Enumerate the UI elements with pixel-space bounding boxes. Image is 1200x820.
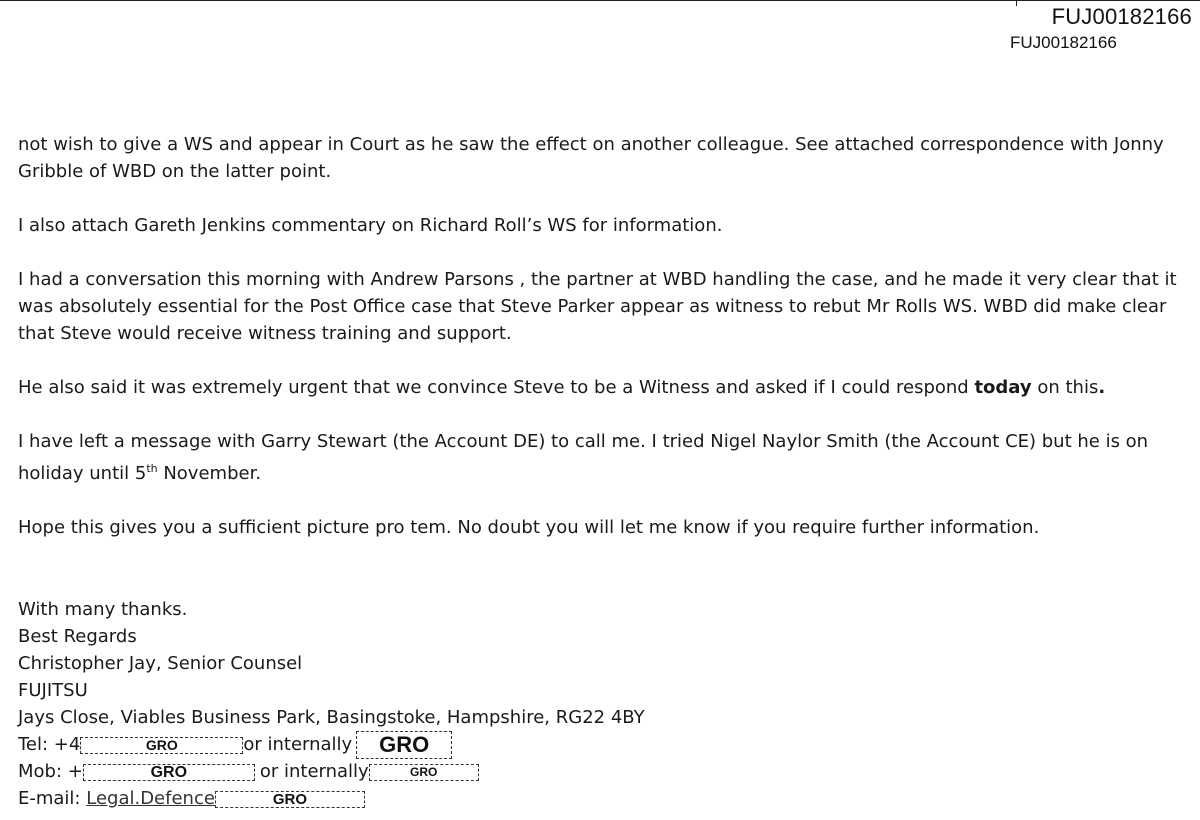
paragraph-5-superscript: th [146, 462, 158, 475]
paragraph-1: not wish to give a WS and appear in Court as he saw the effect on another colleague. See attached correspondence with Jonny Gribble of WBD on the latter point. [18, 134, 1164, 182]
paragraph-5-text: I have left a message with Garry Stewart (the Account DE) to call me. I tried Nigel Naylor Smith (the Account CE) but he is on holiday until 5 [18, 431, 1149, 484]
signature-mob-line [18, 758, 645, 785]
paragraph-3: I had a conversation this morning with Andrew Parsons , the partner at WBD handling the case, and he made it very clear that it was absolutely essential for the Post Office case that Steve Parker appear as witness to rebut Mr Rolls WS. WBD did make clear that Steve would receive witness training and support. [18, 269, 1177, 344]
email-link[interactable]: Legal.Defence [86, 788, 215, 809]
signature-name-title: Christopher Jay, Senior Counsel [18, 653, 303, 674]
email-signature [18, 596, 645, 812]
document-id-secondary: FUJ00182166 [1010, 33, 1117, 52]
signature-regards: Best Regards [18, 626, 137, 647]
paragraph-4-bold: today [974, 377, 1032, 398]
signature-thanks: With many thanks. [18, 599, 188, 620]
email-label: E-mail: [18, 788, 87, 809]
mob-label: Mob: + [18, 761, 83, 782]
paragraph-6: Hope this gives you a sufficient picture pro tem. No doubt you will let me know if you require further information. [18, 517, 1040, 538]
tel-redaction-box: GRO [80, 737, 243, 754]
tel-label: Tel: +4 [18, 734, 81, 755]
document-id-primary: FUJ00182166 [1051, 4, 1192, 29]
signature-tel-line [18, 731, 645, 758]
paragraph-4-text-after: on this [1031, 377, 1099, 398]
signature-email-line [18, 785, 645, 812]
tel-internal-redaction-box: GRO [356, 731, 452, 759]
tel-internal-label: or internally [243, 734, 353, 755]
top-border-line [0, 0, 1200, 1]
email-redaction-box: GRO [215, 791, 365, 808]
top-divider-tick [1016, 0, 1017, 6]
paragraph-4 [18, 374, 1188, 401]
paragraph-5 [18, 428, 1188, 487]
mob-internal-redaction-box: GRO [369, 764, 479, 781]
signature-company: FUJITSU [18, 680, 88, 701]
paragraph-4-text: He also said it was extremely urgent that we convince Steve to be a Witness and asked if I could respond [18, 377, 975, 398]
paragraph-5-text-after: November. [157, 463, 262, 484]
signature-address: Jays Close, Viables Business Park, Basingstoke, Hampshire, RG22 4BY [18, 707, 645, 728]
email-body [18, 131, 1188, 568]
paragraph-4-end: . [1098, 377, 1106, 398]
mob-redaction-box: GRO [83, 764, 255, 781]
paragraph-2: I also attach Gareth Jenkins commentary on Richard Roll’s WS for information. [18, 215, 723, 236]
mob-internal-label: or internally [259, 761, 369, 782]
